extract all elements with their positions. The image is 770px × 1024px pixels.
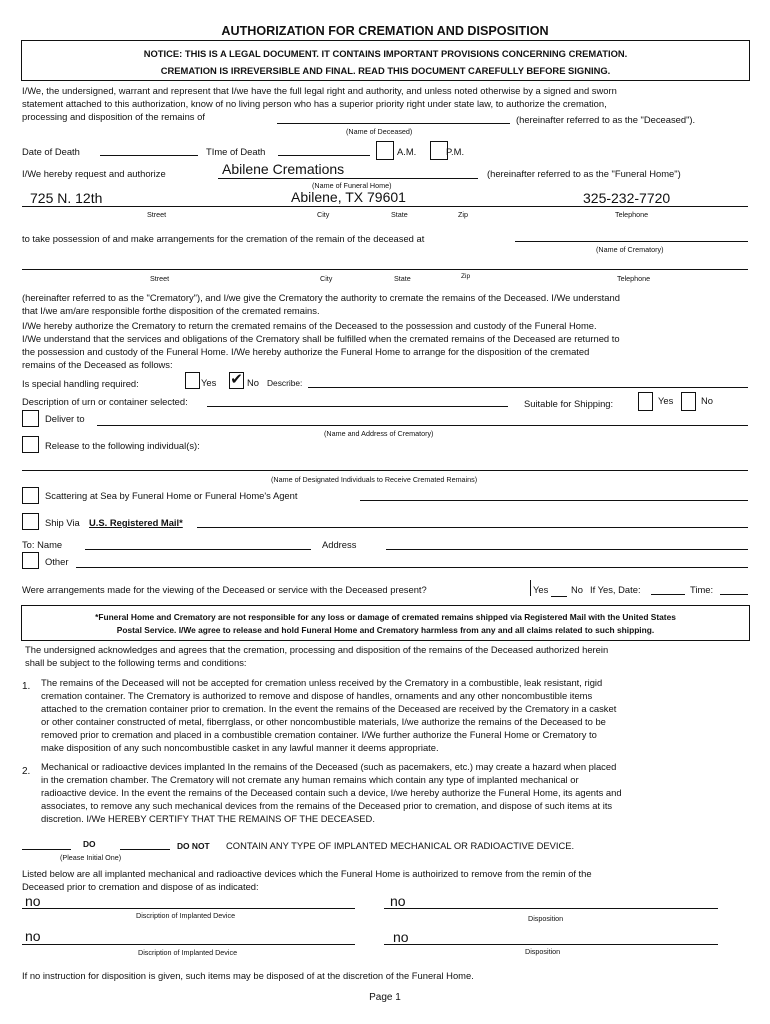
do-initial-field[interactable] <box>22 849 71 850</box>
disposition-2-field <box>384 944 718 945</box>
cr-zip-caption: Zip <box>461 273 471 280</box>
term-1-line: or other container constructed of metal, fiberrglass, or other noncombustible materials, I/we authorize the remains of the Deceased to be <box>41 716 606 727</box>
release-to-checkbox[interactable] <box>22 436 39 453</box>
time-of-death-label: TIme of Death <box>206 146 266 157</box>
crematory-name-caption: (Name of Crematory) <box>596 245 664 254</box>
special-handling-label: Is special handling required: <box>22 378 139 389</box>
disclaimer-box <box>21 605 750 641</box>
disposition-2-caption: Disposition <box>525 947 561 956</box>
funeral-home-city-state-value[interactable]: Abilene, TX 79601 <box>291 189 406 205</box>
term-2-line: discretion. I/We HEREBY CERTIFY THAT THE REMAINS OF THE DECEASED. <box>41 813 375 824</box>
intro-line-3: processing and disposition of the remains of <box>22 111 205 122</box>
fh-state-caption: State <box>391 210 408 219</box>
pm-label: P.M. <box>446 146 465 157</box>
cr-state-caption: State <box>394 274 411 283</box>
disposition-1-field <box>384 908 718 909</box>
scattering-field[interactable] <box>360 500 748 501</box>
disclaimer-line-1: *Funeral Home and Crematory are not responsible for any loss or damage of cremated remains shipped via Registered Mail with the United States <box>95 612 676 622</box>
authority-line-2: that I/we am/are responsible forthe disposition of the cremated remains. <box>22 305 320 316</box>
funeral-home-address-line <box>22 206 748 207</box>
checkmark-icon: ✔ <box>230 371 243 388</box>
term-1-number: 1. <box>22 681 31 692</box>
cr-phone-caption: Telephone <box>617 274 651 283</box>
address-field[interactable] <box>386 549 748 550</box>
authorize-label: I/We hereby request and authorize <box>22 168 166 179</box>
release-to-caption: (Name of Designated Individuals to Receive Cremated Remains) <box>271 475 478 484</box>
certify-text: CONTAIN ANY TYPE OF IMPLANTED MECHANICAL OR RADIOACTIVE DEVICE. <box>226 840 575 851</box>
viewing-time-field[interactable] <box>720 594 748 595</box>
viewing-date-field[interactable] <box>651 594 685 595</box>
term-2-line: associates, to remove any such mechanical devices from the remains of the Deceased prior to cremation, and dispose of such items at its <box>41 800 613 811</box>
do-not-label: DO NOT <box>177 841 210 851</box>
viewing-no-label: No <box>571 584 583 595</box>
intro-line-2: statement attached to this authorization, know of no living person who has a superior priority right under state law, to authorize the cremation, <box>22 98 607 109</box>
shipping-no-label: No <box>701 395 713 406</box>
funeral-home-street-value[interactable]: 725 N. 12th <box>30 190 103 206</box>
term-1-line: attached to the cremation container prior to cremation. In the event the remains of the Deceased are received by the Crematory in a casket <box>41 703 617 714</box>
device-2-caption: Discription of Implanted Device <box>138 948 238 957</box>
address-label: Address <box>322 539 357 550</box>
possession-text: to take possession of and make arrangements for the cremation of the remain of the deceased at <box>22 233 425 244</box>
handling-yes-label: Yes <box>201 377 217 388</box>
notice-line-1: NOTICE: THIS IS A LEGAL DOCUMENT. IT CONTAINS IMPORTANT PROVISIONS CONCERNING CREMATION. <box>143 48 628 59</box>
disposition-1-caption: Disposition <box>528 914 564 923</box>
do-not-initial-field[interactable] <box>120 849 170 850</box>
notice-line-2: CREMATION IS IRREVERSIBLE AND FINAL. READ THIS DOCUMENT CAREFULLY BEFORE SIGNING. <box>160 65 611 76</box>
acknowledgement-line-1: The undersigned acknowledges and agrees that the cremation, processing and disposition of the remains of the Deceased authorized herein <box>25 644 609 655</box>
funeral-home-reference: (hereinafter referred to as the "Funeral Home") <box>487 168 681 179</box>
urn-description-field[interactable] <box>207 406 508 407</box>
urn-label: Description of urn or container selected: <box>22 396 188 407</box>
scattering-checkbox[interactable] <box>22 487 39 504</box>
term-1-line: make disposition of any such noncombustible casket in any lawful manner it deems appropriate. <box>41 742 439 753</box>
fh-city-caption: City <box>317 210 330 219</box>
release-to-label: Release to the following individual(s): <box>45 440 200 451</box>
device-1-field <box>22 908 355 909</box>
crematory-address-line[interactable] <box>22 269 748 270</box>
to-name-label: To: Name <box>22 539 63 550</box>
authority-line-6: remains of the Deceased as follows: <box>22 359 173 370</box>
device-1-value[interactable]: no <box>25 893 41 909</box>
other-field[interactable] <box>76 567 748 568</box>
devices-intro-line-1: Listed below are all implanted mechanical and radioactive devices which the Funeral Home is authoirized to remove from the remin of the <box>22 868 592 879</box>
ship-via-checkbox[interactable] <box>22 513 39 530</box>
scattering-label: Scattering at Sea by Funeral Home or Funeral Home's Agent <box>45 490 298 501</box>
fh-street-caption: Street <box>147 210 167 219</box>
disclaimer-line-2: Postal Service. I/We agree to release and hold Funeral Home and Crematory harmless from any and all claims related to such shipping. <box>116 625 655 635</box>
viewing-yes-label: Yes <box>533 584 549 595</box>
devices-intro-line-2: Deceased prior to cremation and dispose of as indicated: <box>22 881 259 892</box>
funeral-home-name-caption: (Name of Funeral Home) <box>312 181 392 190</box>
ship-via-field[interactable] <box>197 527 748 528</box>
do-label: DO <box>83 839 96 849</box>
shipping-label: Suitable for Shipping: <box>524 398 614 409</box>
term-2-line: Mechanical or radioactive devices implanted In the remains of the Deceased (such as pacemakers, etc.) may create a hazard when placed <box>41 761 617 772</box>
describe-label: Describe: <box>267 378 303 388</box>
funeral-home-phone-value[interactable]: 325-232-7720 <box>583 190 671 206</box>
authority-line-3: I/We hereby authorize the Crematory to return the cremated remains of the Deceased to the possession and custody of the Funeral Home. <box>22 320 597 331</box>
shipping-no-checkbox[interactable] <box>681 392 696 411</box>
authority-line-5: the possession and custody of the Funeral Home. I/We hereby authorize the Funeral Home to arrange for the disposition of the cremated <box>22 346 590 357</box>
initial-caption: (Please Initial One) <box>60 853 122 862</box>
authority-line-1: (hereinafter referred to as the "Crematory"), and I/we give the Crematory the authority to cremate the remains of the Deceased. I/We understand <box>22 292 620 303</box>
am-checkbox[interactable] <box>376 141 394 160</box>
handling-no-label: No <box>247 377 259 388</box>
term-1-line: cremation container. The Crematory is authorized to remove and dispose of handles, ornaments and any other noncombustible items <box>41 690 593 701</box>
am-label: A.M. <box>397 146 417 157</box>
cr-street-caption: Street <box>150 274 170 283</box>
term-2-line: radioactive device. In the event the remains of the Deceased contain such a device, I/we hereby authorize the Funeral Home, its agents and <box>41 787 622 798</box>
deliver-to-checkbox[interactable] <box>22 410 39 427</box>
crematory-name-field[interactable] <box>515 241 748 242</box>
page-number: Page 1 <box>369 992 401 1003</box>
form-title: AUTHORIZATION FOR CREMATION AND DISPOSITION <box>221 24 549 38</box>
cr-city-caption: City <box>320 274 333 283</box>
fh-zip-caption: Zip <box>458 210 468 219</box>
viewing-no-blank[interactable] <box>551 596 567 597</box>
deceased-name-caption: (Name of Deceased) <box>346 127 413 136</box>
deceased-name-field[interactable] <box>277 123 510 124</box>
date-of-death-field[interactable] <box>100 155 198 156</box>
deliver-to-field[interactable] <box>97 425 748 426</box>
viewing-date-label: If Yes, Date: <box>590 584 641 595</box>
disposition-1-value[interactable]: no <box>390 893 406 909</box>
device-1-caption: Discription of Implanted Device <box>136 911 236 920</box>
term-1-line: The remains of the Deceased will not be accepted for cremation unless received by the Crematory in a combustible, leak resistant, rigid <box>41 677 603 688</box>
release-to-field[interactable] <box>22 470 748 471</box>
term-2-number: 2. <box>22 766 31 777</box>
handling-yes-checkbox[interactable] <box>185 372 200 389</box>
time-of-death-field[interactable] <box>278 155 370 156</box>
viewing-time-label: Time: <box>690 584 714 595</box>
shipping-yes-checkbox[interactable] <box>638 392 653 411</box>
funeral-home-name-field <box>218 178 478 179</box>
disposition-2-value[interactable]: no <box>393 929 409 945</box>
viewing-yes-mark[interactable] <box>530 580 531 596</box>
deliver-to-label: Deliver to <box>45 413 85 424</box>
device-2-field <box>22 944 355 945</box>
acknowledgement-line-2: shall be subject to the following terms and conditions: <box>25 657 247 668</box>
funeral-home-name-value[interactable]: Abilene Cremations <box>222 161 345 177</box>
intro-line-1: I/We, the undersigned, warrant and represent that I/we have the full legal right and authority, and unless noted otherwise by a signed and sworn <box>22 85 617 96</box>
ship-method: U.S. Registered Mail* <box>89 517 183 528</box>
footer-note: If no instruction for disposition is given, such items may be disposed of at the discretion of the Funeral Home. <box>22 970 474 981</box>
date-of-death-label: Date of Death <box>22 146 80 157</box>
authority-line-4: I/We understand that the services and obligations of the Crematory shall be fulfilled when the cremated remains of the Deceased are returned to <box>22 333 620 344</box>
other-checkbox[interactable] <box>22 552 39 569</box>
shipping-yes-label: Yes <box>658 395 674 406</box>
term-1-line: removed prior to cremation and placed in a combustible cremation container. I/We further authorize the Funeral Home or Crematory to <box>41 729 597 740</box>
deliver-to-caption: (Name and Address of Crematory) <box>324 429 434 438</box>
viewing-question: Were arrangements made for the viewing of the Deceased or service with the Deceased present? <box>22 584 427 595</box>
term-2-line: in the cremation chamber. The Crematory will not cremate any human remains which contain any type of implanted mechanical or <box>41 774 579 785</box>
describe-field[interactable] <box>308 387 748 388</box>
device-2-value[interactable]: no <box>25 928 41 944</box>
ship-via-label: Ship Via <box>45 517 80 528</box>
deceased-reference: (hereinafter referred to as the "Deceased"). <box>516 114 696 125</box>
other-label: Other <box>45 556 69 567</box>
to-name-field[interactable] <box>85 549 311 550</box>
fh-phone-caption: Telephone <box>615 210 649 219</box>
